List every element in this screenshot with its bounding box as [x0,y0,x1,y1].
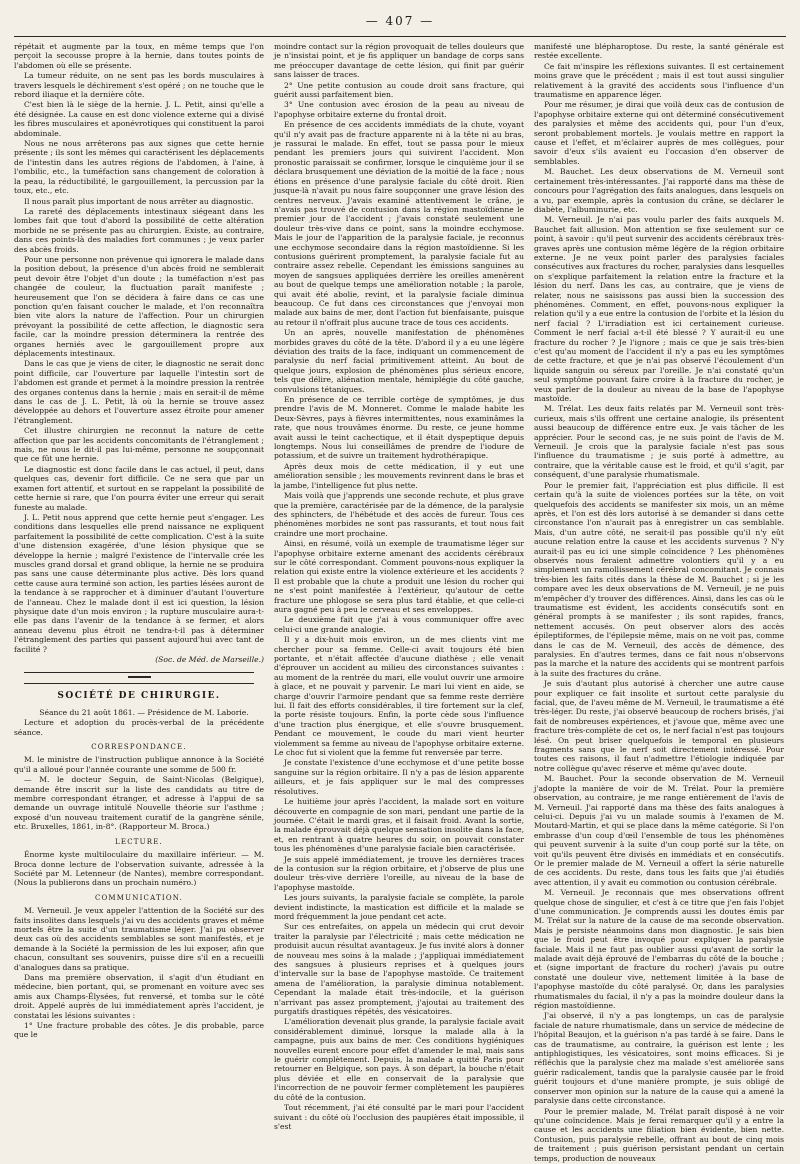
column-1 [14,42,264,1154]
paragraph: Ainsi, en résumé, voilà un exemple de traumatisme léger sur l'apophyse orbitaire externe amenant des accidents cérébraux sur le côté correspondant. Comment pouvons-nous expliquer la relation qui existe entre la violence extérieure et les accidents ? Il est probable que la chute a produit une lésion du rocher qui ne s'est point manifestée à l'extérieur, qu'autour de cette fracture une phlogose se sera plus tard établie, et que celle-ci aura gagné peu à peu le cerveau et ses enveloppes. [274,539,524,614]
header-rule [14,36,786,37]
paragraph: M. Verneuil. Je reconnais que mes observations offrent quelque chose de singulier, et c'est à ce titre que j'en fais l'objet d'une communication. Je comprends aussi les doutes émis par M. Trélat sur la nature de la cause de ma seconde observation. Mais je persiste néanmoins dans mon diagnostic. Je sais bien que le froid peut être invoqué pour expliquer la paralysie faciale. Mais il ne faut pas oublier aussi qu'avant de sortir la malade avait déjà éprouvé de l'embarras du côté de la bouche ; et (signe important de fracture du rocher) j'avais pu outre constaté une douleur vive, nettement limitée à la base de l'apophyse mastoïde du côté paralysé. Or, dans les paralysies rhumatismales du facial, il n'y a pas la moindre douleur dans la région mastoïdienne. [534,888,784,1011]
paragraph: Énorme kyste multiloculaire du maxillaire inférieur. — M. Broca donne lecture de l'observation suivante, adressée à la Société par M. Letenneur (de Nantes), membre correspondant. (Nous la publierons dans un prochain numéro.) [14,850,264,888]
paragraph: Nous ne nous arrêterons pas aux signes que cette hernie présente ; ils sont les mêmes qui caractérisent les déplacements de l'intestin dans les autres régions de l'abdomen, à l'aine, à l'ombilic, etc., la tuméfaction sans changement de coloration à la peau, la réductibilité, le gargouillement, la percussion par la toux, etc., etc. [14,139,264,196]
paragraph: L'amélioration devenait plus grande, la paralysie faciale avait considérablement diminué, lorsque la malade alla à la campagne, puis aux bains de mer. Ces conditions hygiéniques nouvelles eurent encore pour effet d'amender le mal, mais sans le guérir complètement. Depuis, la malade a quitté Paris pour retourner en Belgique, son pays. À son départ, la bouche n'était plus déviée et elle en conservait de la paralysie que l'incorrection de ne pouvoir fermer complètement les paupières du côté de la contusion. [274,1017,524,1102]
subheading-correspondance: CORRESPONDANCE. [91,743,187,752]
paragraph: J. L. Petit nous apprend que cette hernie peut s'engager. Les conditions dans lesquelles elle prend naissance ne expliquent parfaitement la possibilité de cette complication. C'est à la suite d'une distension exagérée, d'une lésion physique que se développe la hernie ; malgré l'existence de l'intervalle crée les muscles grand dorsal et grand oblique, la hernie ne se produira pas sans une cause déterminante plus active. Dès lors quand cette cause aura terminé son action, les parties lésées auront de la tendance à se rapprocher et à diminuer d'autant l'ouverture de l'anneau. Chez le malade dont il est ici question, la lésion physique date d'un mois environ ; la rupture musculaire aura-t-elle pas dans l'avenir de la tendance à se fermer, et alors anneau devenu plus étroit ne tendra-t-il pas à déterminer l'étranglement des parties qui passent aujourd'hui avec tant de facilité ? [14,512,264,654]
paragraph: M. Bauchet. Pour la seconde observation de M. Verneuil j'adopte la manière de voir de M. Trélat. Pour la première observation, au contraire, je me range entièrement de l'avis de M. Verneuil. J'ai rapporté dans ma thèse des faits analogues à celui-ci. Depuis j'ai vu un malade soumis à l'examen de M. Moutard-Martin, et qui se place dans la même catégorie. Si l'on embrasse d'un coup d'œil l'ensemble de tous les phénomènes qui peuvent survenir à la suite d'un coup porté sur la tête, on voit qu'ils peuvent être divisés en immédiats et en consécutifs. Or le premier malade de M. Verneuil a offert la série naturelle de ces accidents. Du reste, dans tous les faits que j'ai étudiés avec attention, il y avait eu commotion ou contusion cérébrale. [534,774,784,887]
paragraph: M. Verneuil. Je n'ai pas voulu parler des faits auxquels M. Bauchet fait allusion. Mon attention se fixe seulement sur ce point, à savoir : qu'il peut survenir des accidents cérébraux très-graves après une contusion même légère de la région orbitaire externe. Je ne veux point parler des paralysies faciales consécutives aux fractures du rocher, paralysies dans lesquelles on s'explique parfaitement la relation entre la fracture et la lésion du nerf. Dans les cas, au contraire, que je viens de relater, nous ne saisissons pas aussi bien la succession des phénomènes. Comment, en effet, pouvons-nous expliquer la relation qu'il y a eue entre la contusion de l'orbite et la lésion du nerf facial ? L'irradiation est ici certainement curieuse. Comment le nerf facial a-t-il été blessé ? Y aurait-il eu une fracture du rocher ? Je l'ignore ; mais ce que je sais très-bien c'est qu'au moment de l'accident il n'y a pas eu les symptômes de cette fracture, et que je n'ai pas observé l'écoulement d'un liquide sanguin ou séreux par l'oreille. Je n'ai constaté qu'un seul symptôme pouvant faire croire à la fracture du rocher, je veux parler de la douleur au niveau de la base de l'apophyse mastoïde. [534,215,784,404]
paragraph: La rareté des déplacements intestinaux siégeant dans les lombes fait que tout d'abord la possibilité de cette altération morbide ne se présente pas au chirurgien. Existe, au contraire, dans ces points-là des maladies fort communes ; je veux parler des abcès froids. [14,206,264,254]
section-divider [24,672,254,684]
paragraph: M. Verneuil. Je veux appeler l'attention de la Société sur des faits insolites dans lesquels j'ai vu des accidents graves et même mortels être la suite d'un traumatisme léger. J'ai pu observer deux cas où des accidents semblables se sont manifestés, et je demande à la Société la permission de les lui exposer, afin que chacun, consultant ses souvenirs, puisse dire s'il en a recueilli d'analogues dans sa pratique. [14,906,264,972]
paragraph: C'est bien là le siège de la hernie. J. L. Petit, ainsi qu'elle a été désignée. La cause en est donc violence externe qui a divisé les fibres musculaires et aponévrotiques qui constituent la paroi abdominale. [14,100,264,138]
paragraph: — M. le docteur Seguin, de Saint-Nicolas (Belgique), demande être inscrit sur la liste des candidats au titre de membre correspondant étranger, et adresse à l'appui de sa demande un ouvrage intitulé Nouvelle théorie sur l'asthme ; exposé d'un nouveau traitement curatif de la gangrène sénile, etc. Bruxelles, 1861, in-8°. (Rapporteur M. Broca.) [14,775,264,832]
session-line: Séance du 21 août 1861. — Présidence de M. Laborie. [39,707,249,717]
paragraph: 2° Une petite contusion au coude droit sans fracture, qui guérit aussi parfaitement bien. [274,80,524,100]
paragraph: répétait et augmente par la toux, en même temps que l'on perçoit la secousse propre à la hernie, dans toutes points de l'abdomen où elle se présente. [14,42,264,70]
paragraph: Sur ces entrefaites, on appela un médecin qui crut devoir traiter la paralysie par l'électricité ; mais cette médication ne produisit aucun résultat avantageux. Je fus invité alors à donner de nouveau mes soins à la malade ; j'appliquai immédiatement des sangsues à plusieurs reprises et à quelques jours d'intervalle sur la base de l'apophyse mastoïde. Ce traitement amena de l'amélioration, la paralysie diminua notablement. Cependant la malade était très-indocile, et la guérison n'arrivant pas assez promptement, j'ajoutai au traitement des purgatifs drastiques répétés, des vésicatoires. [274,922,524,1017]
paragraph: Le diagnostic est donc facile dans le cas actuel, il peut, dans quelques cas, devenir fort difficile. Ce ne sera que par un examen fort attentif, et surtout en se rappelant la possibilité de cette hernie si rare, que l'on pourra éviter une erreur qui serait funeste au malade. [14,464,264,512]
paragraph: La tumeur réduite, on ne sent pas les bords musculaires à travers lesquels le déchirement s'est opéré ; on ne touche que le rebord iliaque et la dernière côte. [14,71,264,100]
paragraph: Dans le cas que je viens de citer, le diagnostic ne serait donc point difficile, car l'ouverture par laquelle l'intestin sort de l'abdomen est grande et permet à la moindre pression la rentrée des organes contenus dans la hernie ; mais en serait-il de même dans le cas de J. L. Petit, là où la hernie se trouve assez développée au dehors et l'ouverture assez étroite pour amener l'étranglement. [14,359,264,425]
subheading-lecture: LECTURE. [115,837,163,846]
paragraph: Pour me résumer, je dirai que voilà deux cas de contusion de l'apophyse orbitaire externe qui ont déterminé consécutivement des paralysies et même des accidents qui, pour l'un d'eux, seront probablement mortels. Je voulais mettre en rapport la cause et l'effet, et m'éclairer auprès de mes collègues, pour savoir d'eux s'ils avaient eu l'occasion d'en observer de semblables. [534,100,784,166]
paragraph: Le huitième jour après l'accident, la malade sort en voiture découverte en compagnie de son mari, pendant une partie de la journée. C'était le mardi gras, et il faisait froid. Avant la sortie, la malade éprouvait déjà quelque sensation insolite dans la face, et, en rentrant à quatre heures du soir, on pouvait constater tous les phénomènes d'une paralysie faciale bien caractérisée. [274,797,524,854]
paragraph: Un an après, nouvelle manifestation de phénomènes morbides graves du côté de la tête. D'abord il y a eu une légère déviation des traits de la face, indiquant un commencement de paralysie du nerf facial primitivement atteint. Au bout de quelque jours, explosion de phénomènes plus sérieux encore, tels que délire, aliénation mentale, hémiplégie du côté gauche, convulsions tétaniques. [274,328,524,394]
page-number: — 407 — [365,14,435,28]
paragraph: Mais voilà que j'apprends une seconde rechute, et plus grave que la première, caractérisée par de la démence, de la paralysie des sphincters, de l'hébétude et des accès de fureur. Tous ces phénomènes morbides ne sont pas rassurants, et tout nous fait craindre une mort prochaine. [274,491,524,538]
paragraph: Je suis appelé immédiatement, je trouve les dernières traces de la contusion sur la région orbitaire, et j'observe de plus une douleur très-vive derrière l'oreille, au niveau de la base de l'apophyse mastoïde. [274,854,524,892]
paragraph: Les jours suivants, la paralysie faciale se complète, la parole devient indistincte, la mastication est difficile et la malade se mord fréquemment la joue pendant cet acte. [274,893,524,921]
column-2 [274,42,524,1154]
paragraph: Lecture et adoption du procès-verbal de la précédente séance. [14,718,264,737]
paragraph: Pour le premier fait, l'appréciation est plus difficile. Il est certain qu'à la suite de violences portées sur la tête, on voit quelquefois des accidents se manifester six mois, un an même après, et l'on est dès lors autorisé à se demander si dans cette circonstance l'on n'aurait pas à enregistrer un cas semblable. Mais, d'un autre côté, ne serait-il pas possible qu'il n'y eût aucune relation entre la cause et les accidents survenus ? N'y aurait-il pas eu ici une simple coïncidence ? Les phénomènes observés nous feraient admettre volontiers qu'il y a eu simplement un ramollissement cérébral concomitant. Je connais très-bien les faits cités dans la thèse de M. Bauchet ; si je les compare avec les deux observations de M. Verneuil, je ne puis m'empêcher d'y trouver des différences. Ainsi, dans les cas où le traumatisme est évident, les accidents consécutifs sont en général prompts à se manifester ; ils sont rapides, francs, nettement accusés. On peut observer alors des accès épileptiformes, de l'épilepsie même, mais on ne voit pas, comme dans le cas de M. Verneuil, des accès de démence, des paralysies. En d'autres termes, dans ce fait nous n'observons pas la marche et la nature des accidents qui se montrent parfois à la suite des fractures du crâne. [534,480,784,678]
paragraph: 3° Une contusion avec érosion de la peau au niveau de l'apophyse orbitaire externe du frontal droit. [274,100,524,119]
paragraph: J'ai observé, il n'y a pas longtemps, un cas de paralysie faciale de nature rhumatismale, dans un service de médecine de l'hôpital Beaujon, et la guérison n'a pas tardé à se faire. Dans le cas de traumatisme, au contraire, la guérison est lente ; les antiphlogistiques, les vésicatoires, sont moins efficaces. Si je réfléchis que la paralysie chez ma malade s'est améliorée sans guérir radicalement, tandis que la paralysie causée par le froid guérit toujours et d'une manière prompte, je suis obligé de conserver mon opinion sur la nature de la cause qui a amené la paralysie dans cette circonstance. [534,1011,784,1106]
source-signature: (Soc. de Méd. de Marseille.) [155,655,264,664]
paragraph: M. le ministre de l'instruction publique annonce à la Société qu'il a alloué pour l'année courante une somme de 500 fr. [14,755,264,774]
paragraph: M. Trélat. Les deux faits relatés par M. Verneuil sont très-curieux, mais s'ils offrent une certaine analogie, ils présentent aussi beaucoup de différence entre eux. Je vais tâcher de les apprécier. Pour le second cas, je ne suis point de l'avis de M. Verneuil. Je crois que la paralysie faciale n'est pas sous l'influence du traumatisme ; je suis porté à admettre, au contraire, que la véritable cause est le froid, et qu'il s'agit, par conséquent, d'une paralysie rhumatismale. [534,404,784,480]
paragraph: En présence de ces accidents immédiats de la chute, voyant qu'il n'y avait pas de fracture apparente ni à la tête ni au bras, je rassurai le malade. En effet, tout se passa pour le mieux pendant les premiers jours qui suivirent l'accident. Mon pronostic paraissait se confirmer, lorsque le cinquième jour il se déclara brusquement une déviation de la moitié de la face ; nous étions en présence d'une paralysie faciale du côté droit. Rien jusque-là n'avait pu nous faire soupçonner une grave lésion des centres nerveux. J'avais examiné attentivement le crâne, je n'avais pas trouvé de contusion dans la région mastoïdienne le premier jour de l'accident ; j'avais constaté seulement une douleur très-vive dans ce point, sans la moindre ecchymose. Mais le jour de l'apparition de la paralysie faciale, je reconnus une ecchymose secondaire dans la région mastoïdienne. Si les contusions guérirent promptement, la paralysie faciale fut au contraire assez rebelle. Cependant les émissions sanguines au moyen de sangsues appliquées derrière les oreilles amenèrent au bout de quelque temps une amélioration notable ; la parole, qui avait été abolie, revint, et la paralysie faciale diminua beaucoup. Ce fut dans ces circonstances que j'envoyai mon malade aux bains de mer, dont l'action fut bienfaisante, puisque au retour il n'offrait plus aucune trace de tous ces accidents. [274,120,524,327]
paragraph: Pour le premier malade, M. Trélat paraît disposé à ne voir qu'une coïncidence. Mais je ferai remarquer qu'il y a entre la cause et les accidents une filiation bien évidente, bien nette. Contusion, puis paralysie rebelle, offrant au bout de cinq mois de traitement ; puis guérison persistant pendant un certain temps, production de nouveaux [534,1106,784,1163]
paragraph: Pour une personne non prévenue qui ignorera le malade dans la position debout, la présence d'un abcès froid ne semblerait peut devoir être l'objet d'un doute ; la tuméfaction n'est pas changée de couleur, la fluctuation paraît manifeste ; heureusement que l'on se décidera à faire dans ce cas une ponction qu'en faisant coucher le malade, et l'on reconnaîtra bien vite alors la nature de l'affection. Pour un chirurgien prévoyant la possibilité de cette affection, le diagnostic sera facile, car la moindre pression déterminera la rentrée des organes herniés avec le gargouillement propre aux déplacements intestinaux. [14,254,264,358]
paragraph: manifesté une blépharoptose. Du reste, la santé générale est restée excellente. [534,42,784,61]
column-3 [534,42,784,1163]
section-title: SOCIÉTÉ DE CHIRURGIE. [57,691,221,702]
paragraph: Après deux mois de cette médication, il y eut une amélioration sensible ; les mouvements revinrent dans le bras et la jambe, l'intelligence fut plus nette. [274,461,524,490]
paragraph: Ce fait m'inspire les réflexions suivantes. Il est certainement moins grave que le précédent ; mais il est tout aussi singulier relativement à la gravité des accidents sous l'influence d'un traumatisme en apparence léger. [534,61,784,100]
paragraph: moindre contact sur la région provoquait de telles douleurs que je n'insistai point, et je fis appliquer un bandage de corps sans me préoccuper davantage de cette lésion, qui finit par guérir sans laisser de traces. [274,42,524,80]
subheading-communication: COMMUNICATION. [94,893,184,902]
paragraph: 1° Une fracture probable des côtes. Je dis probable, parce que le [14,1021,264,1040]
paragraph: En présence de ce terrible cortège de symptômes, je dus prendre l'avis de M. Monneret. Comme le malade habite les Deux-Sèvres, pays à fièvres intermittentes, nous examinâmes la rate, que nous trouvâmes énorme. Du reste, ce jeune homme avait aussi le teint cachectique, et il était dyspeptique depuis longtemps. Nous lui conseillâmes de prendre de l'iodure de potassium, et de suivre un traitement hydrothérapique. [274,395,524,461]
paragraph: Il nous paraît plus important de nous arrêter au diagnostic. [24,196,254,206]
paragraph: Le deuxième fait que j'ai à vous communiquer offre avec celui-ci une grande analogie. [274,615,524,634]
paragraph: Je suis d'autant plus autorisé à chercher une autre cause pour expliquer ce fait insolite et surtout cette paralysie du facial, que, de l'aveu même de M. Verneuil, le traumatisme a été très-léger. Du reste, j'ai observé beaucoup de rochers brisés, j'ai fait de nombreuses expériences, et j'avoue que, même avec une fracture très-complète de cet os, le nerf facial n'est pas toujours lésé. On peut briser quelquefois le temporal en plusieurs fragments sans que le nerf soit directement intéressé. Pour toutes ces raisons, il faut n'admettre l'étiologie indiquée par notre collègue qu'avec réserve et même qu'avec doute. [534,679,784,773]
paragraph: M. Bauchet. Les deux observations de M. Verneuil sont certainement très-intéressantes. J'ai rapporté dans ma thèse de concours pour l'agrégation des faits analogues, dans lesquels on a vu, par exemple, après la contusion du crâne, se déclarer le diabète, l'albuminurie, etc. [534,167,784,214]
paragraph: Tout récemment, j'ai été consulté par le mari pour l'accident suivant : du côté où l'occlusion des paupières était impossible, il s'est [274,1103,524,1131]
paragraph: Il y a dix-huit mois environ, un de mes clients vint me chercher pour sa femme. Celle-ci avait toujours été bien portante, et n'était affectée d'aucune diathèse ; elle venait d'éprouver un accident au milieu des circonstances suivantes : au moment de la rentrée du mari, elle voulut ouvrir une armoire à glace, et ne pouvait y parvenir. Le mari lui vient en aide, se charge d'ouvrir l'armoire pendant que sa femme reste derrière lui. Il fait des efforts considérables, il tire fortement sur la clef, la porte résiste toujours. Enfin, la porte cède sous l'influence d'une traction plus énergique, et elle s'ouvre brusquement. Pendant ce mouvement, le coude du mari vient heurter violemment sa femme au niveau de l'apophyse orbitaire externe. Le choc fut si violent que la femme fut renversée par terre. [274,635,524,758]
paragraph: Je constate l'existence d'une ecchymose et d'une petite bosse sanguine sur la région orbitaire. Il n'y a pas de lésion apparente ailleurs, et je fais appliquer sur le mal des compresses résolutives. [274,758,524,796]
paragraph: Cet illustre chirurgien ne reconnut la nature de cette affection que par les accidents concomitants de l'étranglement ; mais, ne nous le dit-il pas lui-même, personne ne soupçonnait que ce fût une hernie. [14,426,264,464]
paragraph: Dans ma première observation, il s'agit d'un étudiant en médecine, bien portant, qui, se promenant en voiture avec ses amis aux Champs-Élysées, fut renversé, et tomba sur le côté droit. Appelé auprès de lui immédiatement après l'accident, je constatai les lésions suivantes : [14,972,264,1020]
